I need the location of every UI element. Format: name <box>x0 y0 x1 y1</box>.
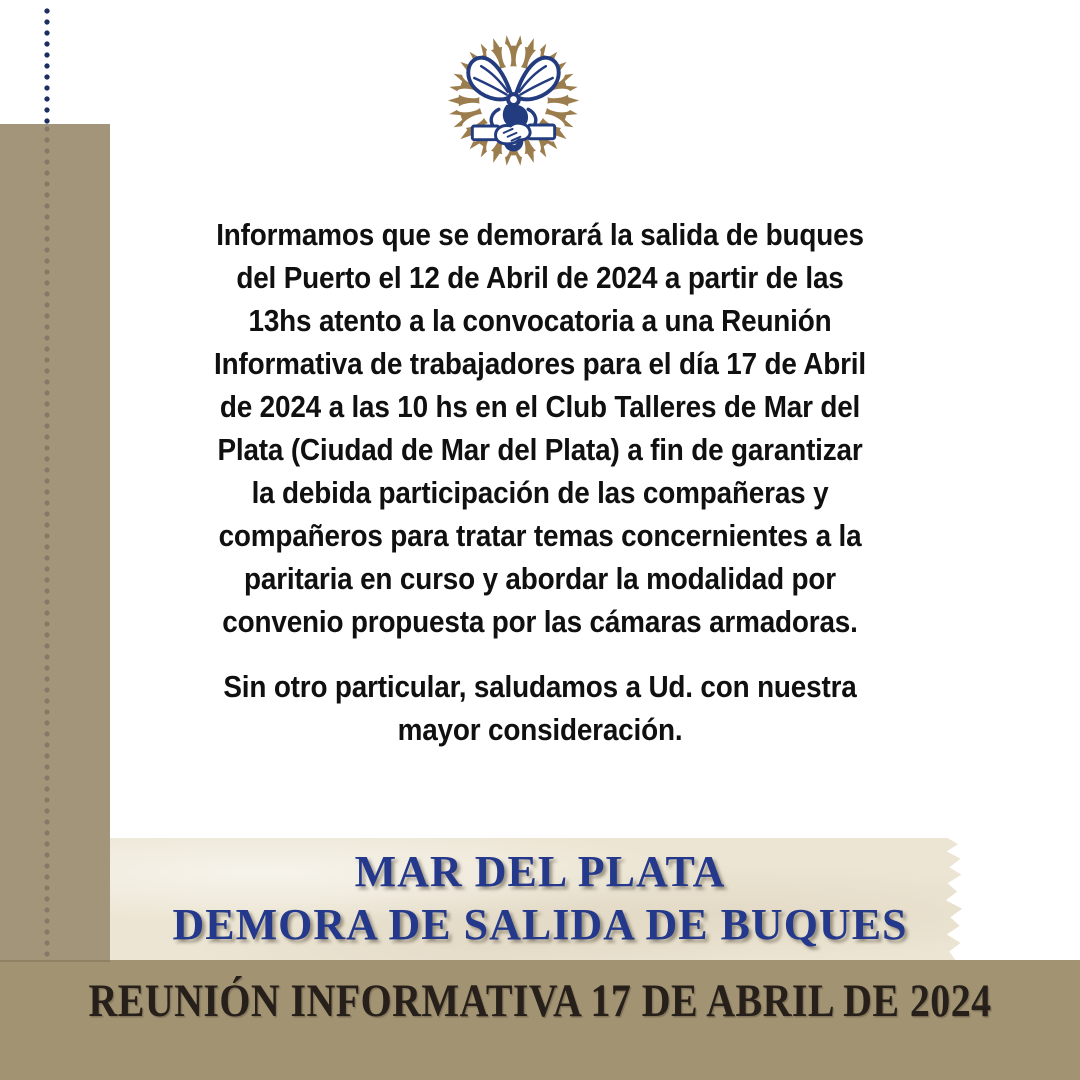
announcement-line: Plata (Ciudad de Mar del Plata) a fin de garantizar <box>217 432 863 467</box>
paragraph-gap <box>110 643 970 665</box>
announcement-line: convenio propuesta por las cámaras armadoras. <box>222 604 858 639</box>
announcement-line: 13hs atento a la convocatoria a una Reunión <box>248 303 832 338</box>
closing-line: mayor consideración. <box>397 712 683 747</box>
footer-bar-seam <box>0 960 110 962</box>
announcement-line: la debida participación de las compañeras y <box>251 475 829 510</box>
announcement-line: paritaria en curso y abordar la modalidad por <box>244 561 836 596</box>
announcement-line: del Puerto el 12 de Abril de 2024 a partir de las <box>236 260 844 295</box>
closing-line: Sin otro particular, saludamos a Ud. con nuestra <box>223 669 857 704</box>
squid-handshake-emblem-icon <box>440 27 587 174</box>
headline-banner-text <box>110 845 970 951</box>
footer-caption: REUNIÓN INFORMATIVA 17 DE ABRIL DE 2024 <box>88 975 992 1027</box>
announcement-text <box>110 213 970 751</box>
union-logo <box>440 27 587 174</box>
headline-city: MAR DEL PLATA <box>354 847 726 896</box>
dotted-line-top <box>44 6 50 124</box>
announcement-line: Informativa de trabajadores para el día 17 de Abril <box>214 346 866 381</box>
announcement-line: compañeros para tratar temas concernientes a la <box>218 518 862 553</box>
announcement-line: de 2024 a las 10 hs en el Club Talleres de Mar del <box>219 389 861 424</box>
dotted-line-bottom <box>44 124 50 1080</box>
announcement-line: Informamos que se demorará la salida de buques <box>216 217 864 252</box>
left-accent-bar <box>0 124 110 960</box>
headline-title: DEMORA DE SALIDA DE BUQUES <box>172 900 908 949</box>
